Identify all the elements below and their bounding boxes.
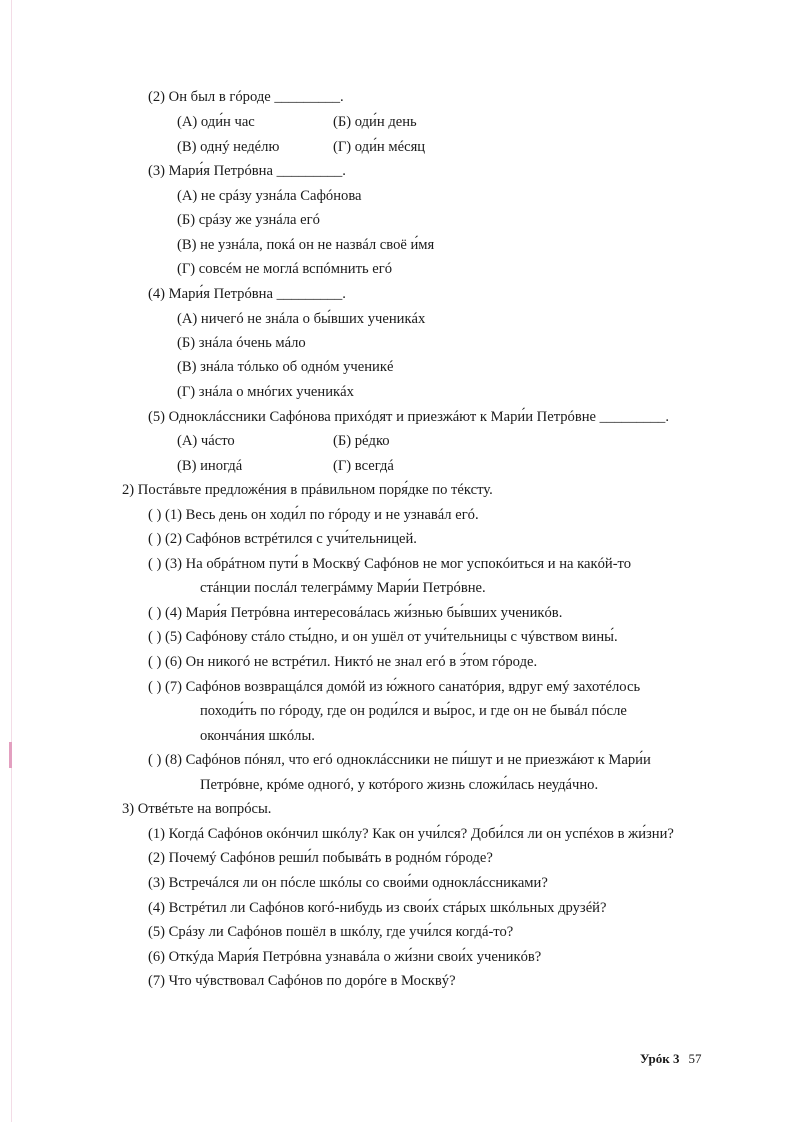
task3-question-2: (2) Почемý Сафóнов реши́л побывáть в роднóм гóроде? (148, 850, 493, 866)
q1-item-5-option-d: (Г) всегдá (333, 458, 394, 474)
q1-item-5-option-b: (Б) рéдко (333, 433, 390, 449)
task2-title: 2) Постáвьте предложéния в прáвильном поря́дке по тéксту. (122, 482, 493, 498)
q1-item-4-option-d: (Г) знáла о мнóгих ученикáх (177, 384, 354, 400)
task2-sentence-8: ( ) (8) Сафóнов пóнял, что егó одноклáссники не пи́шут и не приезжáют к Мари́и (148, 752, 651, 768)
page-edge-line (11, 0, 12, 1122)
task2-sentence-7: ( ) (7) Сафóнов возвращáлся домóй из ю́жного санатóрия, вдруг емý захотéлось (148, 679, 641, 695)
task3-question-1: (1) Когдá Сафóнов окóнчил шкóлу? Как он учи́лся? Доби́лся ли он успéхов в жи́зни? (148, 826, 674, 842)
q1-item-2-stem: (2) Он был в гóроде _________. (148, 89, 344, 105)
q1-item-2-option-d: (Г) оди́н мéсяц (333, 139, 426, 155)
q1-item-5-option-c: (В) иногдá (177, 458, 243, 474)
q1-item-3-option-a: (А) не срáзу узнáла Сафóнова (177, 188, 362, 204)
page-footer (640, 1050, 701, 1068)
task3-title: 3) Отвéтьте на вопрóсы. (122, 801, 272, 817)
task3-question-7: (7) Что чýвствовал Сафóнов по дорóге в Москвý? (148, 973, 456, 989)
q1-item-4-option-a: (А) ничегó не знáла о бы́вших ученикáх (177, 311, 426, 327)
q1-item-2-option-a: (А) оди́н час (177, 114, 255, 130)
q1-item-2-option-b: (Б) оди́н день (333, 114, 417, 130)
q1-item-3-option-c: (В) не узнáла, покá он не назвáл своё и́мя (177, 237, 435, 253)
q1-item-3-option-b: (Б) срáзу же узнáла егó (177, 212, 320, 228)
task2-sentence-5: ( ) (5) Сафóнову стáло сты́дно, и он ушёл от учи́тельницы с чýвством вины́. (148, 629, 618, 645)
task2-sentence-6: ( ) (6) Он никогó не встрéтил. Никтó не знал егó в э́том гóроде. (148, 654, 538, 670)
task3-question-5: (5) Срáзу ли Сафóнов пошёл в шкóлу, где учи́лся когдá-то? (148, 924, 514, 940)
page-edge-marker (9, 742, 12, 768)
q1-item-3-option-d: (Г) совсéм не моглá вспóмнить егó (177, 261, 393, 277)
task2-sentence-3: ( ) (3) На обрáтном пути́ в Москвý Сафóнов не мог успокóиться и на какóй-то (148, 556, 632, 572)
page-number: 57 (688, 1051, 702, 1066)
task2-sentence-8-cont: Петрóвне, крóме одногó, у котóрого жизнь сложи́лась неудáчно. (200, 777, 599, 793)
q1-item-3-stem: (3) Мари́я Петрóвна _________. (148, 163, 346, 179)
lesson-label: Урóк 3 (640, 1051, 680, 1066)
q1-item-5-option-a: (А) чáсто (177, 433, 235, 449)
task3-question-6: (6) Откýда Мари́я Петрóвна узнавáла о жи́зни свои́х ученикóв? (148, 949, 542, 965)
task2-sentence-2: ( ) (2) Сафóнов встрéтился с учи́тельницей. (148, 531, 417, 547)
q1-item-5-stem: (5) Одноклáссники Сафóнова прихóдят и приезжáют к Мари́и Петрóвне _________. (148, 409, 669, 425)
q1-item-4-option-b: (Б) знáла óчень мáло (177, 335, 306, 351)
task3-question-3: (3) Встречáлся ли он пóсле шкóлы со свои́ми одноклáссниками? (148, 875, 548, 891)
task2-sentence-4: ( ) (4) Мари́я Петрóвна интересовáлась жи́знью бы́вших ученикóв. (148, 605, 563, 621)
task3-question-4: (4) Встрéтил ли Сафóнов когó-нибудь из свои́х стáрых шкóльных друзéй? (148, 900, 607, 916)
task2-sentence-7-cont-2: окончáния шкóлы. (200, 728, 315, 744)
q1-item-4-option-c: (В) знáла тóлько об однóм ученикé (177, 359, 394, 375)
task2-sentence-3-cont: стáнции послáл телегрáмму Мари́и Петрóвне. (200, 580, 486, 596)
q1-item-4-stem: (4) Мари́я Петрóвна _________. (148, 286, 346, 302)
task2-sentence-7-cont-1: походи́ть по гóроду, где он роди́лся и вы́рос, и где он не бывáл пóсле (200, 703, 627, 719)
q1-item-2-option-c: (В) однý недéлю (177, 139, 280, 155)
task2-sentence-1: ( ) (1) Весь день он ходи́л по гóроду и не узнавáл егó. (148, 507, 479, 523)
